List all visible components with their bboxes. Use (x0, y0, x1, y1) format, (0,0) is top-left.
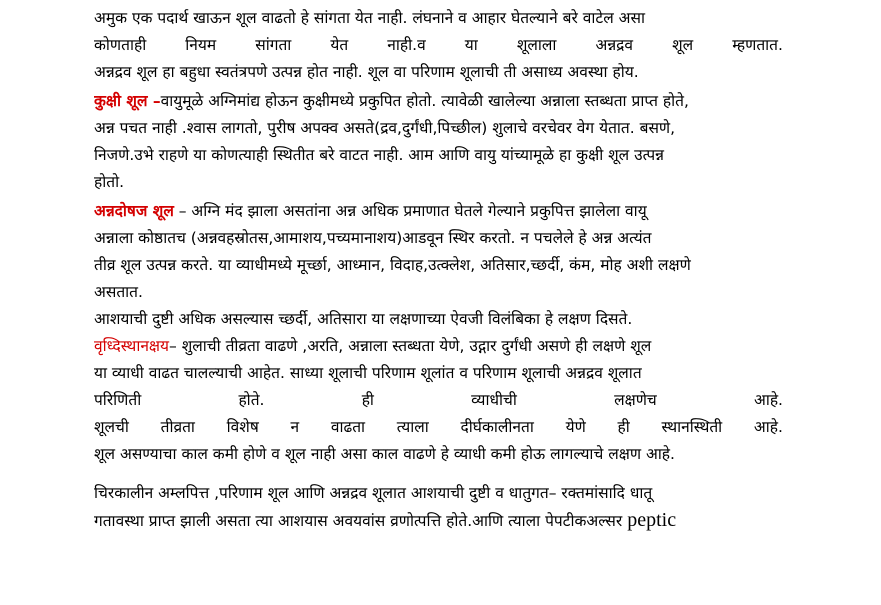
word: विशेष (226, 418, 259, 436)
text-line-2 (94, 32, 783, 58)
word: शूल (672, 36, 694, 54)
word: त्याला (396, 418, 429, 436)
text-line-16 (94, 414, 783, 440)
word: सांगता (255, 36, 292, 54)
text-line-19 (94, 507, 783, 533)
text-line-12: आशयाची दुष्टी अधिक असल्यास च्छर्दी, अतिसारा या लक्षणाच्या ऐवजी विलंबिका हे लक्षण दिसते. (94, 310, 633, 328)
line-text: – अग्नि मंद झाला असतांना अन्न अधिक प्रमाणात घेतले गेल्याने प्रकुपित्त झालेला वायू (173, 202, 647, 220)
text-line-5: अन्न पचत नाही .श्वास लागतो, पुरीष अपक्व असते(द्रव,दुर्गंधी,पिच्छील) शुलाचे वरचेवर वेग येतात. बसणे, (94, 119, 676, 137)
heading-vruddhisthanakshay: वृध्दिस्थानक्षय (94, 337, 170, 355)
text-line-14: या व्याधी वाढत चालल्याची आहेत. साध्या शूलाची परिणाम शूलांत व परिणाम शूलाची अन्नद्रव शूलात (94, 364, 642, 382)
word: न (290, 418, 300, 436)
word: शूलाला (516, 36, 557, 54)
text-line-4 (94, 88, 783, 114)
text-line-9: अन्नाला कोष्ठातच (अन्नवहस्रोतस,आमाशय,पच्यमानाशय)आडवून स्थिर करतो. न पचलेले हे अन्न अत्यंत (94, 229, 652, 247)
word: लक्षणेच (614, 391, 657, 409)
text-line-11: असतात. (94, 283, 143, 301)
word: व्याधीची (471, 391, 517, 409)
word: नाही.व (387, 36, 426, 54)
word: होते. (238, 391, 265, 409)
word: कोणताही (94, 36, 147, 54)
word: परिणिती (94, 391, 142, 409)
word: म्हणतात. (732, 36, 783, 54)
english-word: peptic (627, 509, 677, 531)
line-text: वायुमूळे अग्निमांद्य होऊन कुक्षीमध्ये प्रकुपित होतो. त्यावेळी खालेल्या अन्नाला स्तब्धता प्राप्त होते, (160, 92, 689, 110)
word: येणे (565, 418, 586, 436)
word: तीव्रता (160, 418, 195, 436)
word: ही (361, 391, 374, 409)
word: ही (617, 418, 630, 436)
word: अन्नद्रव (595, 36, 634, 54)
heading-annadoshaj-shool: अन्नदोषज शूल (94, 202, 174, 220)
text-line-17: शूल असण्याचा काल कमी होणे व शूल नाही असा काल वाढणे हे व्याधी कमी होऊ लागल्याचे लक्षण आहे. (94, 445, 675, 463)
line-text: – शुलाची तीव्रता वाढणे ,अरति, अन्नाला स्तब्धता येणे, उद्गार दुर्गंधी असणे ही लक्षणे शूल (169, 337, 652, 355)
word: दीर्घकालीनता (460, 418, 534, 436)
word: स्थानस्थिती (661, 418, 723, 436)
text-line-15 (94, 387, 783, 413)
word: येत (330, 36, 349, 54)
word: नियम (185, 36, 217, 54)
word: शूलची (94, 418, 129, 436)
word: वाढता (330, 418, 366, 436)
text-line-13 (94, 333, 783, 359)
text-line-8 (94, 198, 783, 224)
word: आहे. (753, 391, 783, 409)
text-line-10: तीव्र शूल उत्पन्न करते. या व्याधीमध्ये मूर्च्छा, आध्मान, विदाह,उत्क्लेश, अतिसार,च्छर्दी, कंम, मोह अशी लक्षणे (94, 256, 691, 274)
text-line-7: होतो. (94, 173, 125, 191)
word: या (464, 36, 478, 54)
text-line-1: अमुक एक पदार्थ खाऊन शूल वाढतो हे सांगता येत नाही. लंघनाने व आहार घेतल्याने बरे वाटेल असा (94, 9, 646, 27)
heading-kukshi-shool: कुक्षी शूल – (94, 92, 161, 110)
line-text: गतावस्था प्राप्त झाली असता त्या आशयास अवयवांस व्रणोत्पत्ति होते.आणि त्याला पेपटीकअल्सर (94, 512, 623, 530)
text-line-6: निजणे.उभे राहणे या कोणत्याही स्थितीत बरे वाटत नाही. आम आणि वायु यांच्यामूळे हा कुक्षी शूल उत्पन्न (94, 146, 664, 164)
word: आहे. (753, 418, 783, 436)
text-line-18: चिरकालीन अम्लपित्त ,परिणाम शूल आणि अन्नद्रव शूलात आशयाची दुष्टी व धातुगत– रक्तमांसादि धातू (94, 484, 653, 502)
text-line-3: अन्नद्रव शूल हा बहुधा स्वतंत्रपणे उत्पन्न होत नाही. शूल वा परिणाम शूलाची ती असाध्य अवस्था होय. (94, 63, 639, 81)
